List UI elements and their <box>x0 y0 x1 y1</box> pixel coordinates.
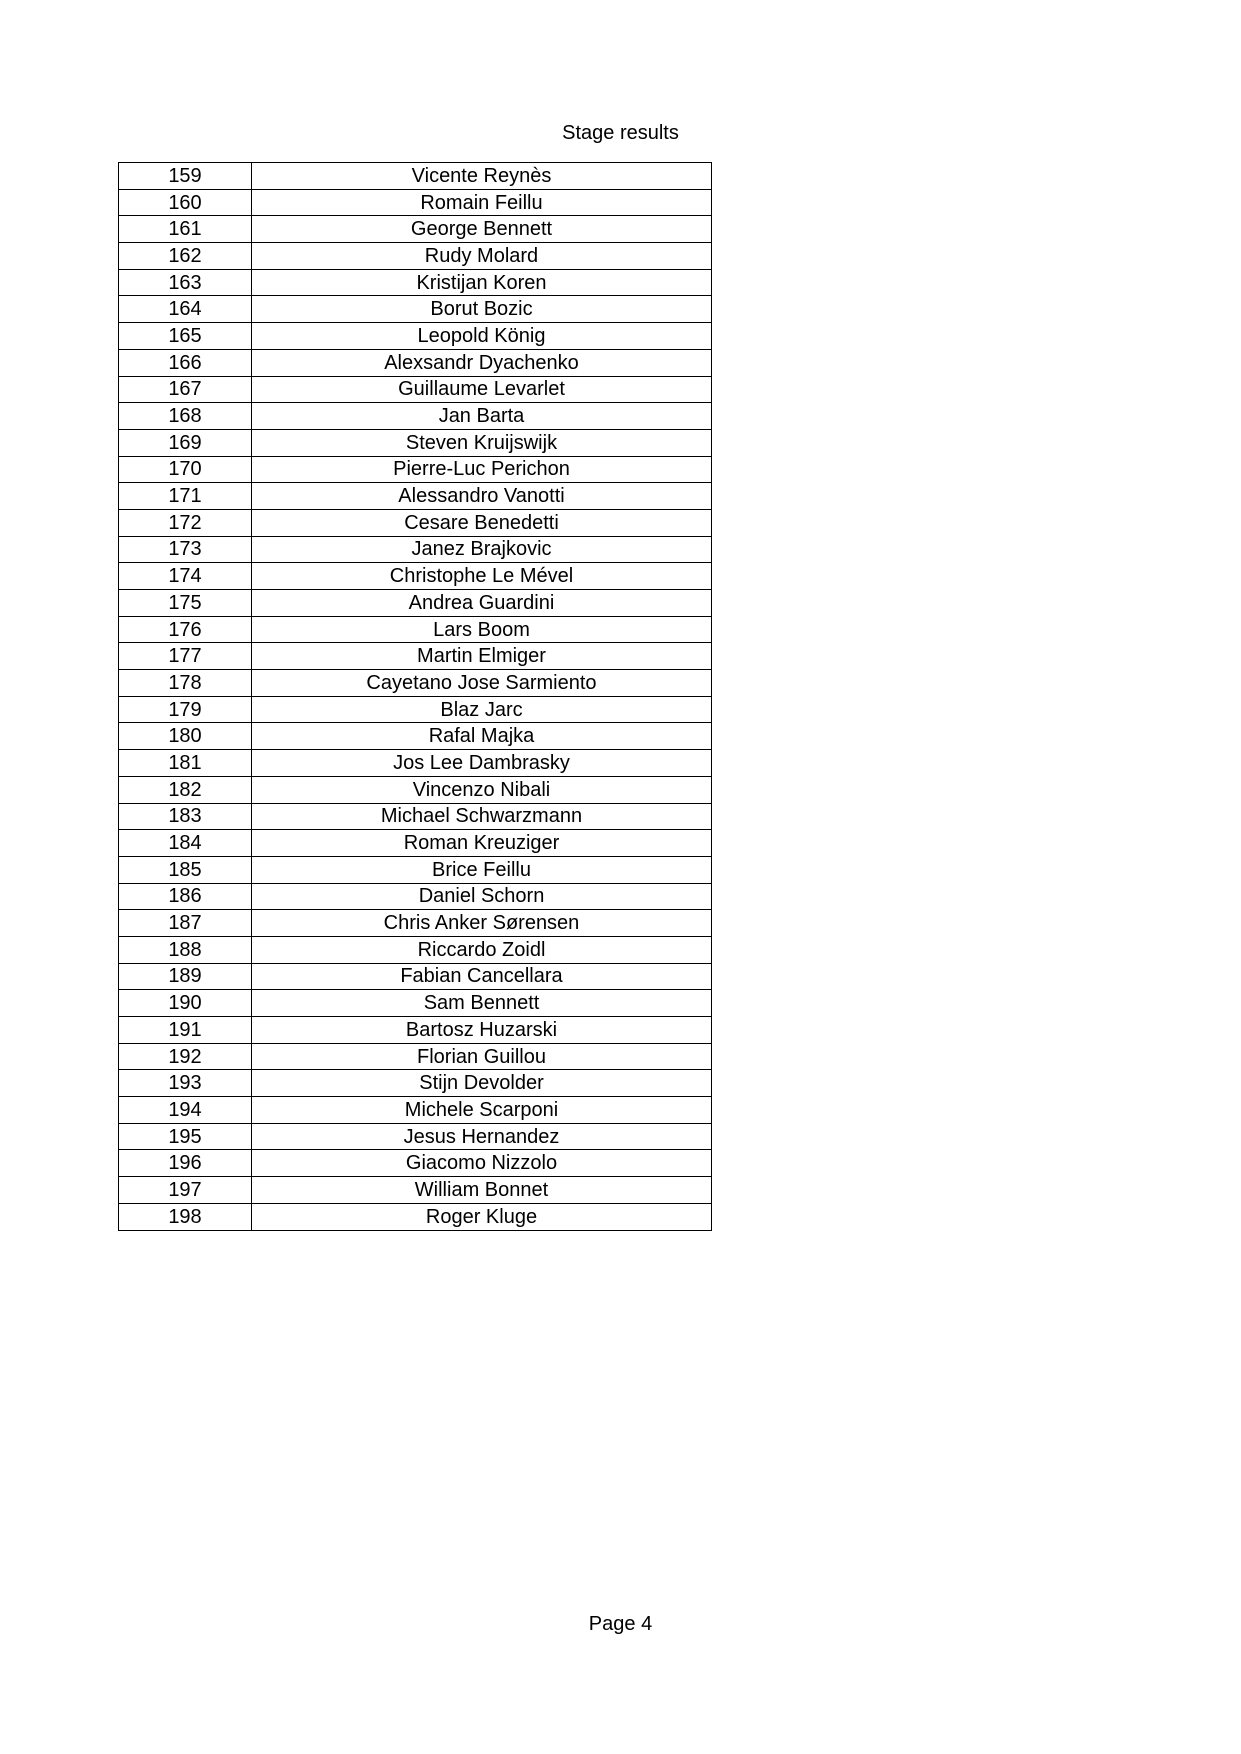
rider-name-cell: Jesus Hernandez <box>252 1123 712 1150</box>
rider-name-cell: Brice Feillu <box>252 856 712 883</box>
table-row <box>119 1097 712 1124</box>
rider-name-cell: Fabian Cancellara <box>252 963 712 990</box>
rank-cell: 161 <box>119 216 252 243</box>
rank-cell: 164 <box>119 296 252 323</box>
rider-name-cell: Jos Lee Dambrasky <box>252 750 712 777</box>
rank-cell: 169 <box>119 429 252 456</box>
table-row <box>119 1043 712 1070</box>
table-row <box>119 1150 712 1177</box>
table-row <box>119 670 712 697</box>
table-row <box>119 536 712 563</box>
rider-name-cell: Jan Barta <box>252 403 712 430</box>
rider-name-cell: Blaz Jarc <box>252 696 712 723</box>
rider-name-cell: Michele Scarponi <box>252 1097 712 1124</box>
rider-name-cell: Chris Anker Sørensen <box>252 910 712 937</box>
rank-cell: 175 <box>119 590 252 617</box>
table-row <box>119 509 712 536</box>
rank-cell: 167 <box>119 376 252 403</box>
table-row <box>119 403 712 430</box>
rank-cell: 192 <box>119 1043 252 1070</box>
table-row <box>119 269 712 296</box>
rider-name-cell: Bartosz Huzarski <box>252 1017 712 1044</box>
table-row <box>119 963 712 990</box>
rider-name-cell: Roman Kreuziger <box>252 830 712 857</box>
rank-cell: 187 <box>119 910 252 937</box>
table-row <box>119 830 712 857</box>
results-table-body <box>119 163 712 1231</box>
table-row <box>119 910 712 937</box>
rider-name-cell: Christophe Le Mével <box>252 563 712 590</box>
rider-name-cell: Giacomo Nizzolo <box>252 1150 712 1177</box>
rider-name-cell: Rudy Molard <box>252 243 712 270</box>
rank-cell: 197 <box>119 1177 252 1204</box>
rider-name-cell: Sam Bennett <box>252 990 712 1017</box>
table-row <box>119 750 712 777</box>
rank-cell: 194 <box>119 1097 252 1124</box>
rider-name-cell: Janez Brajkovic <box>252 536 712 563</box>
rider-name-cell: Stijn Devolder <box>252 1070 712 1097</box>
rank-cell: 176 <box>119 616 252 643</box>
table-row <box>119 1123 712 1150</box>
rank-cell: 198 <box>119 1203 252 1230</box>
table-row <box>119 216 712 243</box>
table-row <box>119 776 712 803</box>
rank-cell: 186 <box>119 883 252 910</box>
table-row <box>119 429 712 456</box>
rank-cell: 196 <box>119 1150 252 1177</box>
rank-cell: 170 <box>119 456 252 483</box>
table-row <box>119 723 712 750</box>
rider-name-cell: Martin Elmiger <box>252 643 712 670</box>
table-row <box>119 456 712 483</box>
rider-name-cell: Lars Boom <box>252 616 712 643</box>
rank-cell: 185 <box>119 856 252 883</box>
results-table <box>118 162 712 1231</box>
table-row <box>119 376 712 403</box>
rank-cell: 190 <box>119 990 252 1017</box>
rider-name-cell: Kristijan Koren <box>252 269 712 296</box>
rider-name-cell: Borut Bozic <box>252 296 712 323</box>
rank-cell: 172 <box>119 509 252 536</box>
rider-name-cell: Riccardo Zoidl <box>252 936 712 963</box>
rank-cell: 163 <box>119 269 252 296</box>
rider-name-cell: Guillaume Levarlet <box>252 376 712 403</box>
table-row <box>119 349 712 376</box>
rank-cell: 191 <box>119 1017 252 1044</box>
table-row <box>119 990 712 1017</box>
table-row <box>119 483 712 510</box>
table-row <box>119 1017 712 1044</box>
rider-name-cell: Cayetano Jose Sarmiento <box>252 670 712 697</box>
rider-name-cell: William Bonnet <box>252 1177 712 1204</box>
rank-cell: 180 <box>119 723 252 750</box>
rank-cell: 159 <box>119 163 252 190</box>
page-title: Stage results <box>562 122 679 144</box>
rank-cell: 174 <box>119 563 252 590</box>
table-row <box>119 1070 712 1097</box>
rank-cell: 195 <box>119 1123 252 1150</box>
table-row <box>119 189 712 216</box>
table-row <box>119 803 712 830</box>
table-row <box>119 936 712 963</box>
rank-cell: 193 <box>119 1070 252 1097</box>
table-row <box>119 296 712 323</box>
rider-name-cell: Florian Guillou <box>252 1043 712 1070</box>
table-row <box>119 856 712 883</box>
rank-cell: 179 <box>119 696 252 723</box>
rider-name-cell: Alessandro Vanotti <box>252 483 712 510</box>
rider-name-cell: Steven Kruijswijk <box>252 429 712 456</box>
rider-name-cell: Roger Kluge <box>252 1203 712 1230</box>
rank-cell: 168 <box>119 403 252 430</box>
rank-cell: 189 <box>119 963 252 990</box>
rider-name-cell: Pierre-Luc Perichon <box>252 456 712 483</box>
table-row <box>119 883 712 910</box>
rank-cell: 160 <box>119 189 252 216</box>
table-row <box>119 563 712 590</box>
table-row <box>119 643 712 670</box>
rank-cell: 188 <box>119 936 252 963</box>
rank-cell: 183 <box>119 803 252 830</box>
rider-name-cell: Vincenzo Nibali <box>252 776 712 803</box>
table-row <box>119 1203 712 1230</box>
table-row <box>119 163 712 190</box>
rank-cell: 182 <box>119 776 252 803</box>
rank-cell: 171 <box>119 483 252 510</box>
rider-name-cell: Andrea Guardini <box>252 590 712 617</box>
page-number: Page 4 <box>588 1613 653 1635</box>
table-row <box>119 696 712 723</box>
table-row <box>119 616 712 643</box>
rider-name-cell: Michael Schwarzmann <box>252 803 712 830</box>
rider-name-cell: Rafal Majka <box>252 723 712 750</box>
rider-name-cell: Alexsandr Dyachenko <box>252 349 712 376</box>
table-row <box>119 243 712 270</box>
rider-name-cell: George Bennett <box>252 216 712 243</box>
rank-cell: 165 <box>119 323 252 350</box>
rank-cell: 162 <box>119 243 252 270</box>
rank-cell: 177 <box>119 643 252 670</box>
table-row <box>119 590 712 617</box>
rider-name-cell: Romain Feillu <box>252 189 712 216</box>
rank-cell: 178 <box>119 670 252 697</box>
rank-cell: 166 <box>119 349 252 376</box>
rank-cell: 184 <box>119 830 252 857</box>
rank-cell: 173 <box>119 536 252 563</box>
rider-name-cell: Vicente Reynès <box>252 163 712 190</box>
rider-name-cell: Daniel Schorn <box>252 883 712 910</box>
table-row <box>119 1177 712 1204</box>
rider-name-cell: Cesare Benedetti <box>252 509 712 536</box>
rider-name-cell: Leopold König <box>252 323 712 350</box>
rank-cell: 181 <box>119 750 252 777</box>
table-row <box>119 323 712 350</box>
